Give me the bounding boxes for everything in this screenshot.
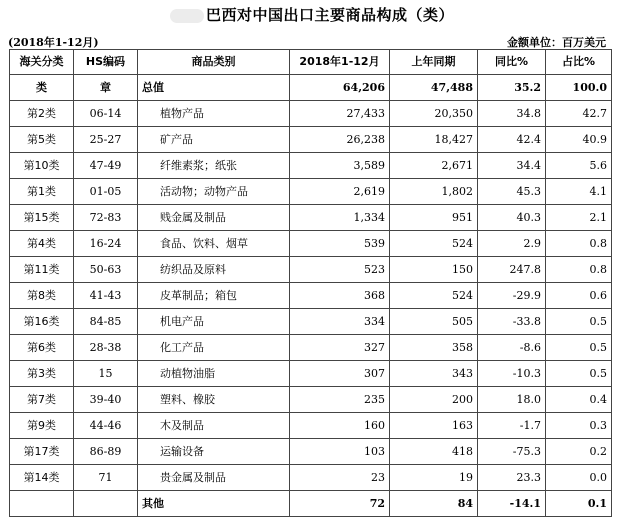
row-yoy: -33.8 — [478, 309, 546, 335]
row-class: 第14类 — [10, 465, 74, 491]
table-row — [10, 231, 612, 257]
row-current: 307 — [290, 361, 390, 387]
table-row — [10, 127, 612, 153]
row-previous: 2,671 — [390, 153, 478, 179]
row-class: 第1类 — [10, 179, 74, 205]
row-share: 5.6 — [546, 153, 612, 179]
row-yoy: -8.6 — [478, 335, 546, 361]
row-current: 160 — [290, 413, 390, 439]
row-current: 235 — [290, 387, 390, 413]
row-yoy: -10.3 — [478, 361, 546, 387]
row-yoy: -75.3 — [478, 439, 546, 465]
row-class: 第7类 — [10, 387, 74, 413]
row-previous: 163 — [390, 413, 478, 439]
other-class — [10, 491, 74, 517]
row-yoy: 18.0 — [478, 387, 546, 413]
other-hs — [74, 491, 138, 517]
row-previous: 1,802 — [390, 179, 478, 205]
export-table — [9, 49, 612, 517]
row-current: 1,334 — [290, 205, 390, 231]
row-category: 纺织品及原料 — [138, 257, 290, 283]
row-current: 368 — [290, 283, 390, 309]
row-category: 活动物；动物产品 — [138, 179, 290, 205]
row-current: 327 — [290, 335, 390, 361]
row-hs: 01-05 — [74, 179, 138, 205]
row-current: 27,433 — [290, 101, 390, 127]
table-row — [10, 413, 612, 439]
row-share: 42.7 — [546, 101, 612, 127]
row-yoy: 45.3 — [478, 179, 546, 205]
other-row — [10, 491, 612, 517]
row-share: 0.8 — [546, 231, 612, 257]
row-class: 第10类 — [10, 153, 74, 179]
table-row — [10, 153, 612, 179]
row-current: 26,238 — [290, 127, 390, 153]
row-hs: 86-89 — [74, 439, 138, 465]
row-share: 4.1 — [546, 179, 612, 205]
total-current: 64,206 — [290, 75, 390, 101]
row-category: 贵金属及制品 — [138, 465, 290, 491]
other-category: 其他 — [138, 491, 290, 517]
subheader-hs: 章 — [74, 75, 138, 101]
table-row — [10, 387, 612, 413]
row-current: 3,589 — [290, 153, 390, 179]
row-yoy: 23.3 — [478, 465, 546, 491]
row-share: 0.5 — [546, 309, 612, 335]
row-hs: 16-24 — [74, 231, 138, 257]
row-share: 2.1 — [546, 205, 612, 231]
row-class: 第17类 — [10, 439, 74, 465]
unit-label: 金额单位：百万美元 — [507, 36, 606, 49]
row-current: 103 — [290, 439, 390, 465]
row-class: 第6类 — [10, 335, 74, 361]
total-category: 总值 — [138, 75, 290, 101]
row-class: 第11类 — [10, 257, 74, 283]
row-current: 334 — [290, 309, 390, 335]
row-category: 木及制品 — [138, 413, 290, 439]
table-row — [10, 335, 612, 361]
table-row — [10, 465, 612, 491]
other-share: 0.1 — [546, 491, 612, 517]
title-text: 巴西对中国出口主要商品构成（类） — [205, 6, 454, 24]
row-category: 皮革制品；箱包 — [138, 283, 290, 309]
row-current: 2,619 — [290, 179, 390, 205]
row-current: 539 — [290, 231, 390, 257]
row-share: 0.5 — [546, 361, 612, 387]
row-share: 0.0 — [546, 465, 612, 491]
row-category: 纤维素浆；纸张 — [138, 153, 290, 179]
row-category: 运输设备 — [138, 439, 290, 465]
row-hs: 72-83 — [74, 205, 138, 231]
row-hs: 44-46 — [74, 413, 138, 439]
table-row — [10, 257, 612, 283]
row-previous: 418 — [390, 439, 478, 465]
total-previous: 47,488 — [390, 75, 478, 101]
row-hs: 25-27 — [74, 127, 138, 153]
row-previous: 200 — [390, 387, 478, 413]
row-class: 第4类 — [10, 231, 74, 257]
row-share: 0.6 — [546, 283, 612, 309]
row-yoy: 34.8 — [478, 101, 546, 127]
row-share: 0.3 — [546, 413, 612, 439]
row-yoy: 40.3 — [478, 205, 546, 231]
row-category: 矿产品 — [138, 127, 290, 153]
row-previous: 18,427 — [390, 127, 478, 153]
row-previous: 358 — [390, 335, 478, 361]
row-category: 机电产品 — [138, 309, 290, 335]
header-class: 海关分类 — [10, 50, 74, 75]
table-row — [10, 309, 612, 335]
row-previous: 19 — [390, 465, 478, 491]
row-hs: 50-63 — [74, 257, 138, 283]
other-yoy: -14.1 — [478, 491, 546, 517]
row-category: 植物产品 — [138, 101, 290, 127]
row-yoy: 2.9 — [478, 231, 546, 257]
row-yoy: 34.4 — [478, 153, 546, 179]
row-hs: 84-85 — [74, 309, 138, 335]
row-category: 食品、饮料、烟草 — [138, 231, 290, 257]
subheader-class: 类 — [10, 75, 74, 101]
row-hs: 15 — [74, 361, 138, 387]
row-class: 第16类 — [10, 309, 74, 335]
other-current: 72 — [290, 491, 390, 517]
row-previous: 343 — [390, 361, 478, 387]
row-hs: 47-49 — [74, 153, 138, 179]
row-share: 0.5 — [546, 335, 612, 361]
row-class: 第8类 — [10, 283, 74, 309]
redacted-mark — [170, 9, 204, 23]
header-row — [10, 50, 612, 75]
header-previous: 上年同期 — [390, 50, 478, 75]
row-class: 第5类 — [10, 127, 74, 153]
total-share: 100.0 — [546, 75, 612, 101]
row-yoy: -1.7 — [478, 413, 546, 439]
table-row — [10, 361, 612, 387]
page-title — [0, 4, 624, 25]
row-category: 化工产品 — [138, 335, 290, 361]
other-previous: 84 — [390, 491, 478, 517]
row-previous: 150 — [390, 257, 478, 283]
header-hs: HS编码 — [74, 50, 138, 75]
row-yoy: 42.4 — [478, 127, 546, 153]
total-yoy: 35.2 — [478, 75, 546, 101]
table-row — [10, 179, 612, 205]
row-hs: 28-38 — [74, 335, 138, 361]
table-row — [10, 205, 612, 231]
row-class: 第15类 — [10, 205, 74, 231]
header-yoy: 同比% — [478, 50, 546, 75]
total-row — [10, 75, 612, 101]
row-share: 40.9 — [546, 127, 612, 153]
table-row — [10, 283, 612, 309]
row-previous: 951 — [390, 205, 478, 231]
row-yoy: 247.8 — [478, 257, 546, 283]
period-label: (2018年1-12月) — [8, 36, 99, 49]
row-hs: 06-14 — [74, 101, 138, 127]
row-previous: 505 — [390, 309, 478, 335]
row-hs: 41-43 — [74, 283, 138, 309]
table-row — [10, 101, 612, 127]
row-share: 0.2 — [546, 439, 612, 465]
row-current: 23 — [290, 465, 390, 491]
row-category: 动植物油脂 — [138, 361, 290, 387]
row-share: 0.4 — [546, 387, 612, 413]
row-previous: 524 — [390, 283, 478, 309]
row-category: 塑料、橡胶 — [138, 387, 290, 413]
row-hs: 39-40 — [74, 387, 138, 413]
row-current: 523 — [290, 257, 390, 283]
row-previous: 524 — [390, 231, 478, 257]
header-share: 占比% — [546, 50, 612, 75]
header-category: 商品类别 — [138, 50, 290, 75]
row-class: 第9类 — [10, 413, 74, 439]
row-yoy: -29.9 — [478, 283, 546, 309]
row-class: 第3类 — [10, 361, 74, 387]
row-category: 贱金属及制品 — [138, 205, 290, 231]
table-row — [10, 439, 612, 465]
row-share: 0.8 — [546, 257, 612, 283]
row-previous: 20,350 — [390, 101, 478, 127]
row-hs: 71 — [74, 465, 138, 491]
header-current: 2018年1-12月 — [290, 50, 390, 75]
row-class: 第2类 — [10, 101, 74, 127]
